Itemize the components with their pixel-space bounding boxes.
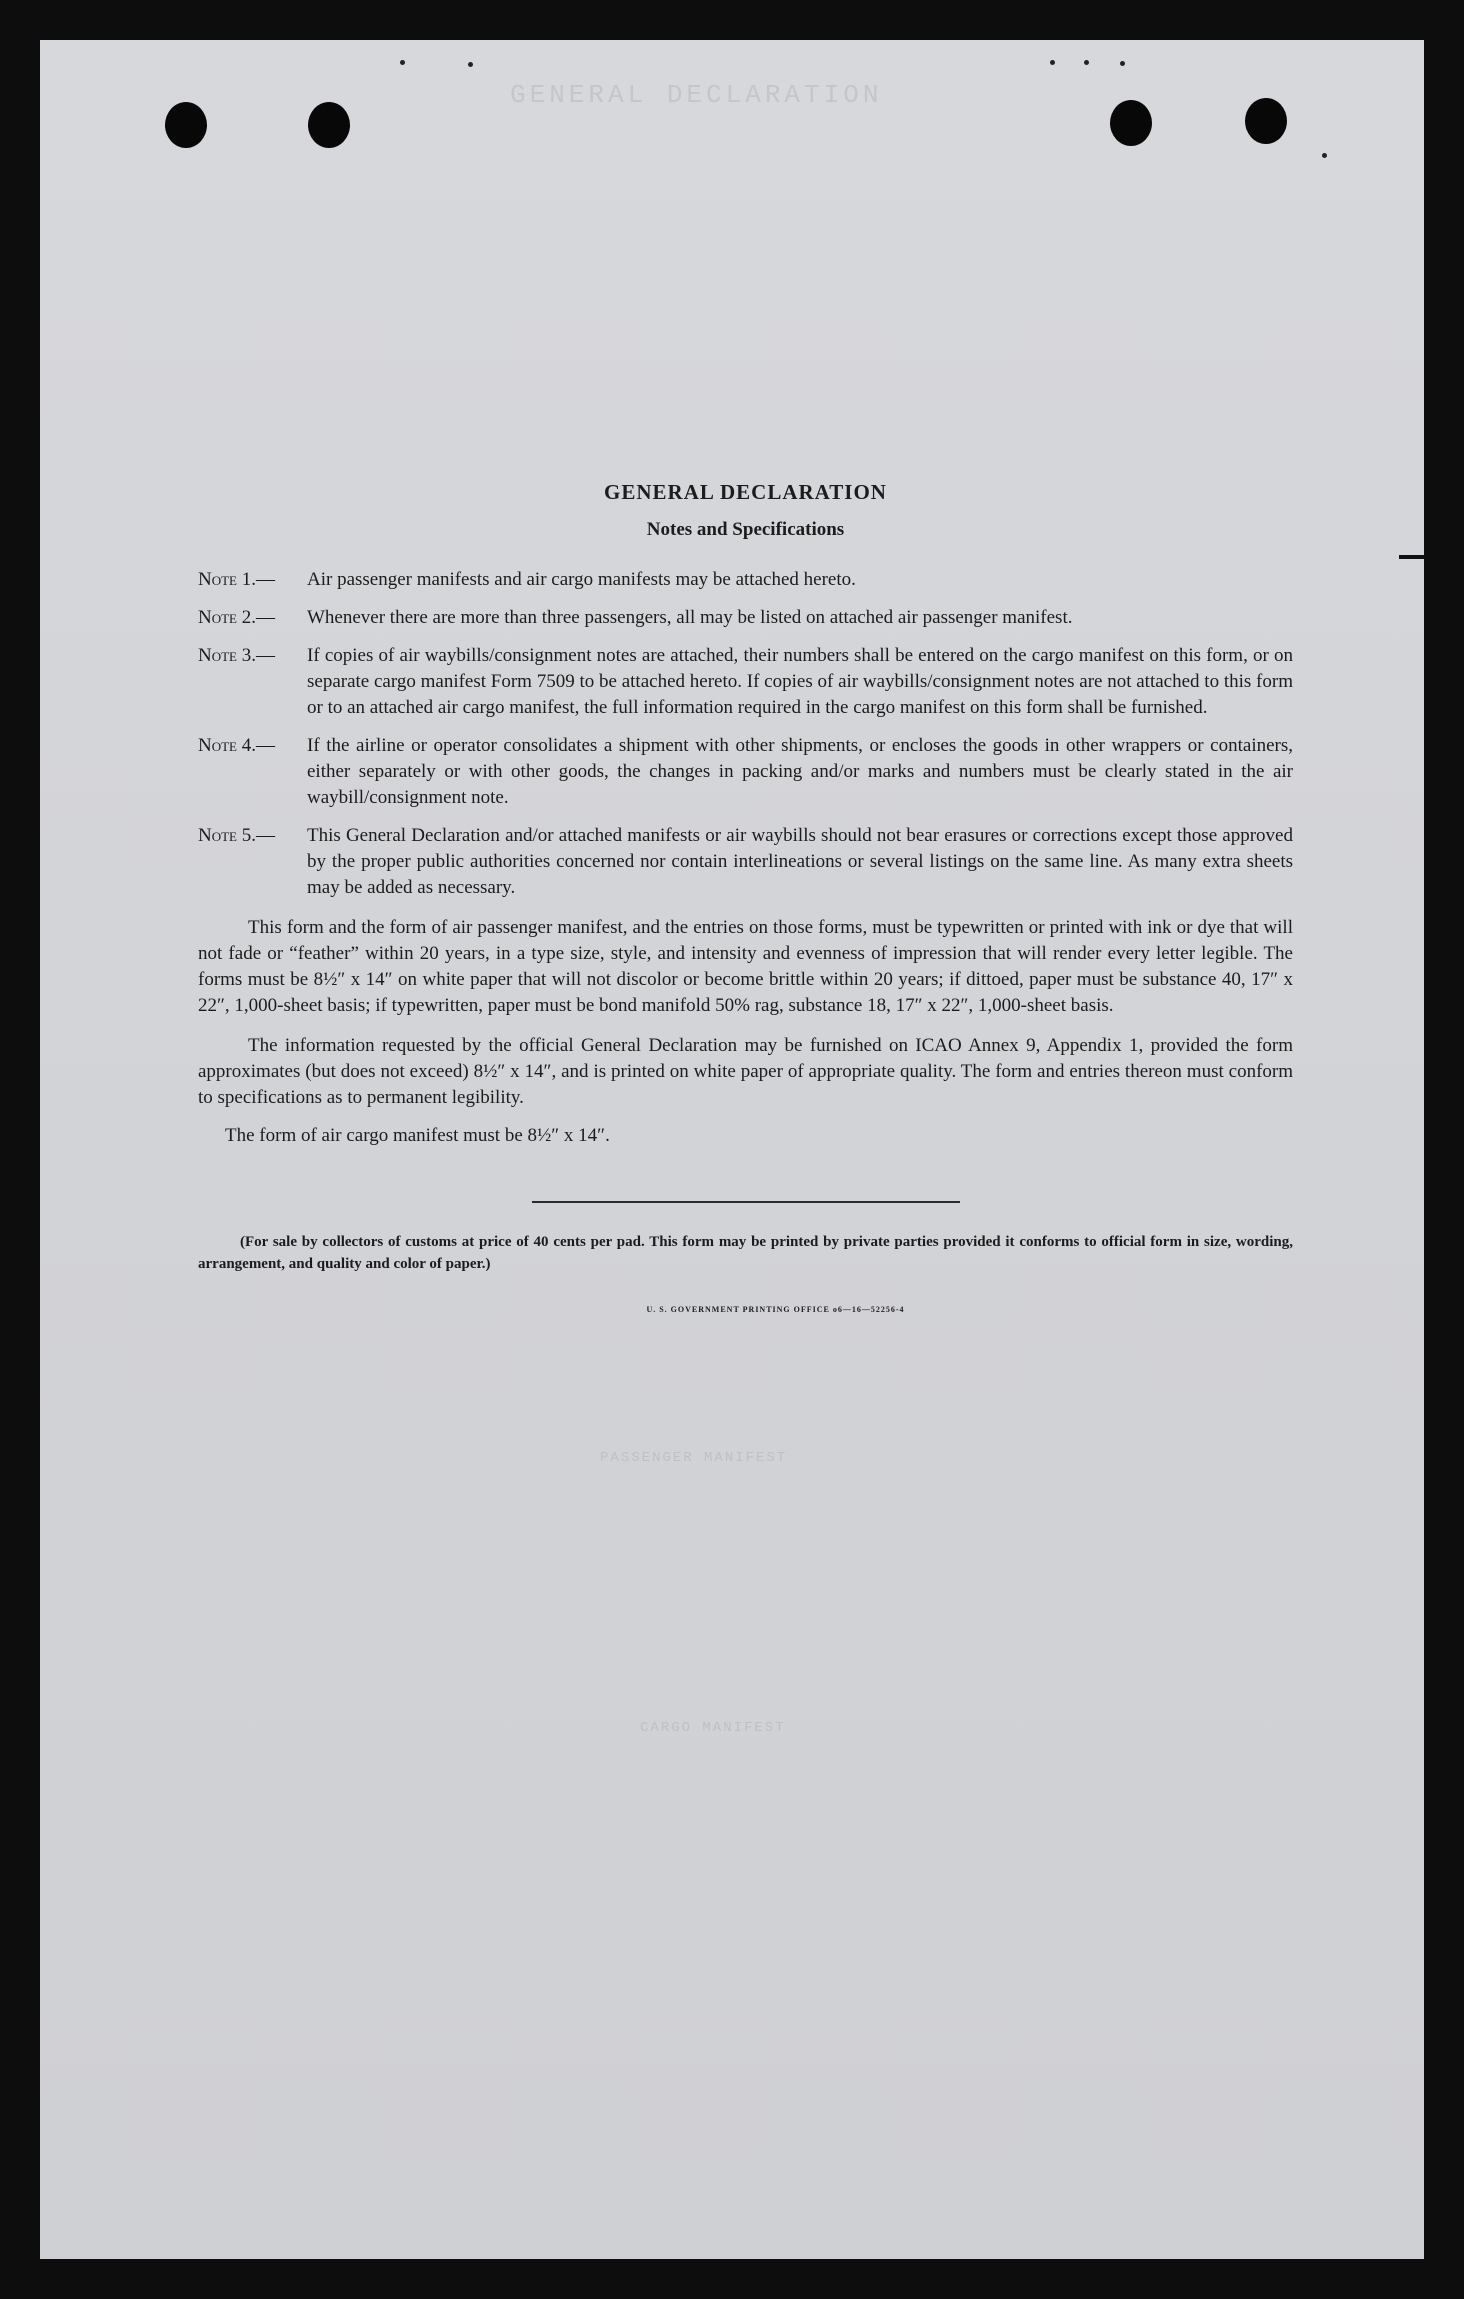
paragraph-form-requirements: This form and the form of air passenger manifest, and the entries on those forms, must be typewritten or printed with ink or dye that will not fade or “feather” within 20 years, in a type size, style, and intensity and evenness of impression that will render every letter legible. The forms must be 8½″ x 14″ on white paper that will not discolor or become brittle within 20 years; if dittoed, paper must be substance 40, 17″ x 22″, 1,000-sheet basis; if typewritten, paper must be bond manifold 50% rag, substance 18, 17″ x 22″, 1,000-sheet basis.	[198, 917, 1293, 1016]
note-label: Note 2.—	[198, 607, 275, 628]
note-label: Note 5.—	[198, 825, 275, 846]
document-subtitle: Notes and Specifications	[646, 519, 845, 540]
note-4	[198, 733, 1293, 811]
edge-mark	[1399, 555, 1424, 559]
note-2	[198, 605, 1293, 631]
punch-hole-right-outer	[1245, 98, 1287, 144]
note-label: Note 4.—	[198, 735, 275, 756]
note-label: Note 1.—	[198, 569, 275, 590]
bleed-through-header: GENERAL DECLARATION	[510, 80, 883, 110]
speck	[1322, 153, 1327, 158]
speck	[1084, 60, 1089, 65]
document-title: GENERAL DECLARATION	[604, 480, 887, 504]
bleed-through-cargo: CARGO MANIFEST	[640, 1720, 786, 1736]
document-body	[198, 480, 1293, 1314]
note-text: Whenever there are more than three passengers, all may be listed on attached air passenger manifest.	[307, 607, 1073, 628]
punch-hole-right-inner	[1110, 100, 1152, 146]
note-5	[198, 823, 1293, 901]
note-label: Note 3.—	[198, 645, 275, 666]
paragraph-cargo-size: The form of air cargo manifest must be 8½″ x 14″.	[225, 1125, 610, 1146]
speck	[400, 60, 405, 65]
punch-hole-left-outer	[165, 102, 207, 148]
paragraph-icao: The information requested by the official General Declaration may be furnished on ICAO Annex 9, Appendix 1, provided the form approximates (but does not exceed) 8½″ x 14″, and is printed on white paper of appropriate quality. The form and entries thereon must conform to specifications as to permanent legibility.	[198, 1035, 1293, 1108]
printer-imprint: U. S. GOVERNMENT PRINTING OFFICE o6—16—52256-4	[646, 1305, 905, 1314]
divider-rule	[532, 1201, 960, 1203]
document-page	[40, 40, 1424, 2259]
bleed-through-passenger: PASSENGER MANIFEST	[600, 1450, 788, 1466]
speck	[1120, 61, 1125, 66]
note-3	[198, 643, 1293, 721]
punch-hole-left-inner	[308, 102, 350, 148]
sale-notice: (For sale by collectors of customs at price of 40 cents per pad. This form may be printed by private parties provided it conforms to official form in size, wording, arrangement, and quality and color of paper.)	[198, 1234, 1293, 1272]
speck	[1050, 60, 1055, 65]
speck	[468, 62, 473, 67]
note-text: If copies of air waybills/consignment notes are attached, their numbers shall be entered on the cargo manifest on this form, or on separate cargo manifest Form 7509 to be attached hereto. If copies of air waybills/consignment notes are not attached to this form or to an attached air cargo manifest, the full information required in the cargo manifest on this form shall be furnished.	[307, 645, 1293, 718]
note-1	[198, 567, 1293, 593]
note-text: If the airline or operator consolidates a shipment with other shipments, or encloses the goods in other wrappers or containers, either separately or with other goods, the changes in packing and/or marks and numbers must be clearly stated in the air waybill/consignment note.	[307, 735, 1293, 808]
note-text: This General Declaration and/or attached manifests or air waybills should not bear erasures or corrections except those approved by the proper public authorities concerned nor contain interlineations or several listings on the same line. As many extra sheets may be added as necessary.	[307, 825, 1293, 898]
note-text: Air passenger manifests and air cargo manifests may be attached hereto.	[307, 569, 856, 590]
